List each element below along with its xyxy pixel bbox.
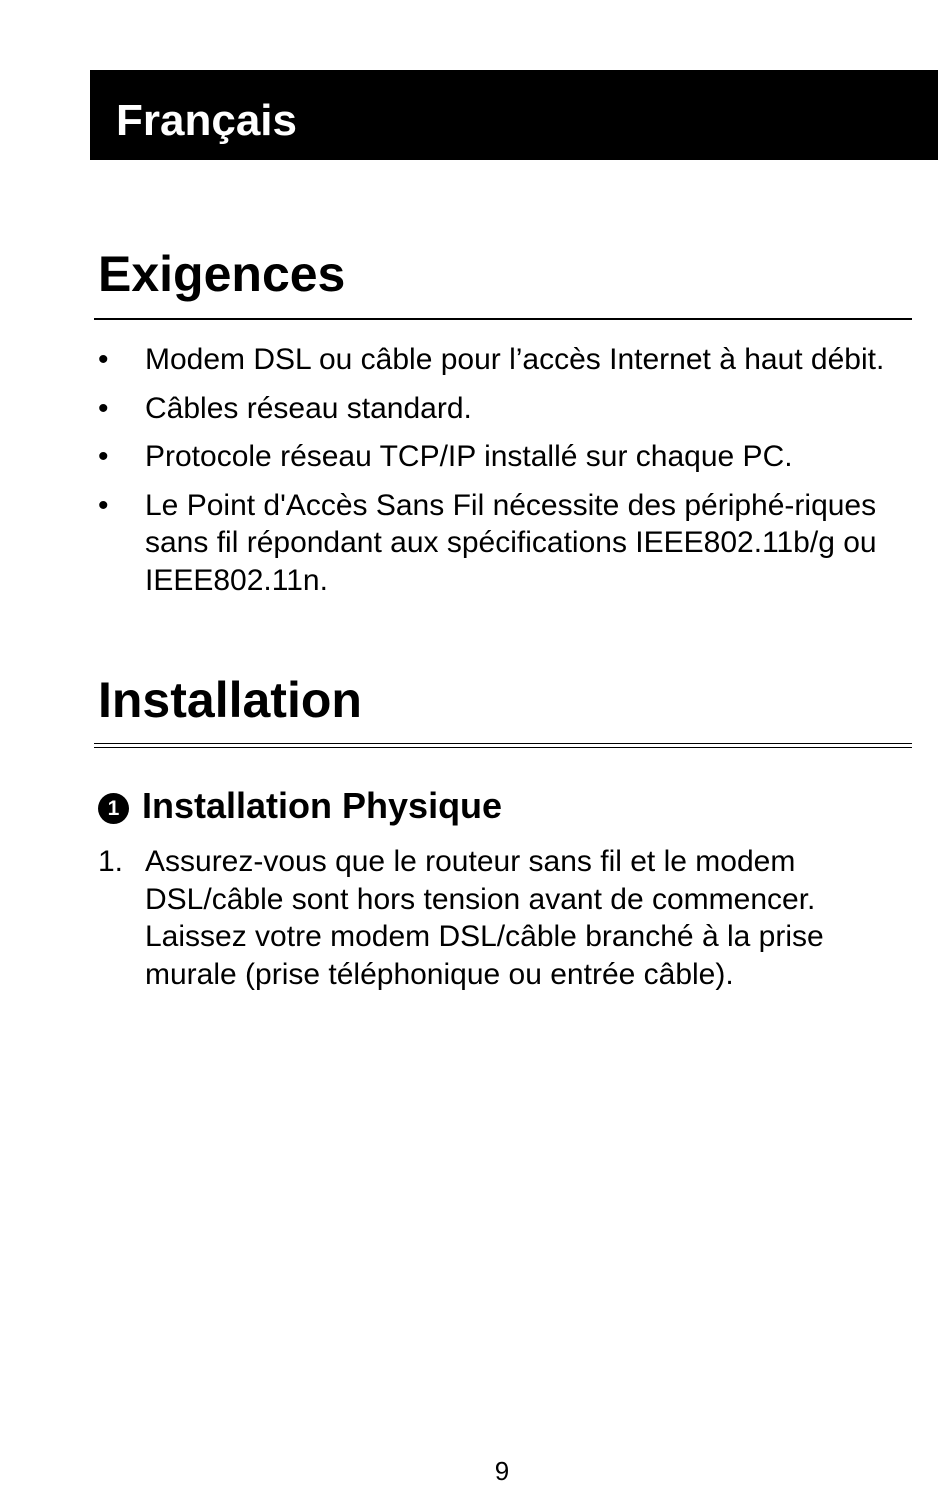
installation-steps: [0, 843, 950, 993]
language-banner: [90, 70, 938, 160]
subsection-title-text: Installation Physique: [142, 785, 503, 826]
list-item: [0, 438, 950, 476]
step-number: 1.: [98, 845, 124, 878]
list-item: [0, 487, 950, 600]
requirement-text: Câbles réseau standard.: [145, 391, 472, 425]
bullet-icon: •: [98, 488, 109, 522]
list-item: [0, 341, 950, 379]
bullet-icon: •: [98, 391, 109, 425]
section-title-installation: Installation: [98, 672, 362, 728]
requirement-text: Le Point d'Accès Sans Fil nécessite des périphé-riques sans fil répondant aux spécifications IEEE802.11b/g ou IEEE802.11n.: [145, 488, 877, 597]
section-divider: [94, 318, 912, 320]
list-item: [0, 390, 950, 428]
list-item: [0, 843, 950, 993]
requirement-text: Protocole réseau TCP/IP installé sur chaque PC.: [145, 440, 793, 473]
subsection-title-physical-installation: [98, 784, 502, 828]
section-title-requirements: Exigences: [98, 246, 346, 302]
section-divider-double: [94, 743, 912, 748]
requirements-list: [0, 341, 950, 610]
bullet-icon: •: [98, 440, 109, 473]
page-number: 9: [494, 1456, 510, 1486]
language-label: Français: [116, 96, 297, 145]
number-one-circle-icon: 1: [98, 793, 129, 824]
requirement-text: Modem DSL ou câble pour l’accès Internet à haut débit.: [145, 343, 885, 376]
step-text: Assurez-vous que le routeur sans fil et le modem DSL/câble sont hors tension avant de commencer. Laissez votre modem DSL/câble branché à la prise murale (prise téléphonique ou entrée câble).: [145, 845, 824, 991]
bullet-icon: •: [98, 343, 109, 376]
